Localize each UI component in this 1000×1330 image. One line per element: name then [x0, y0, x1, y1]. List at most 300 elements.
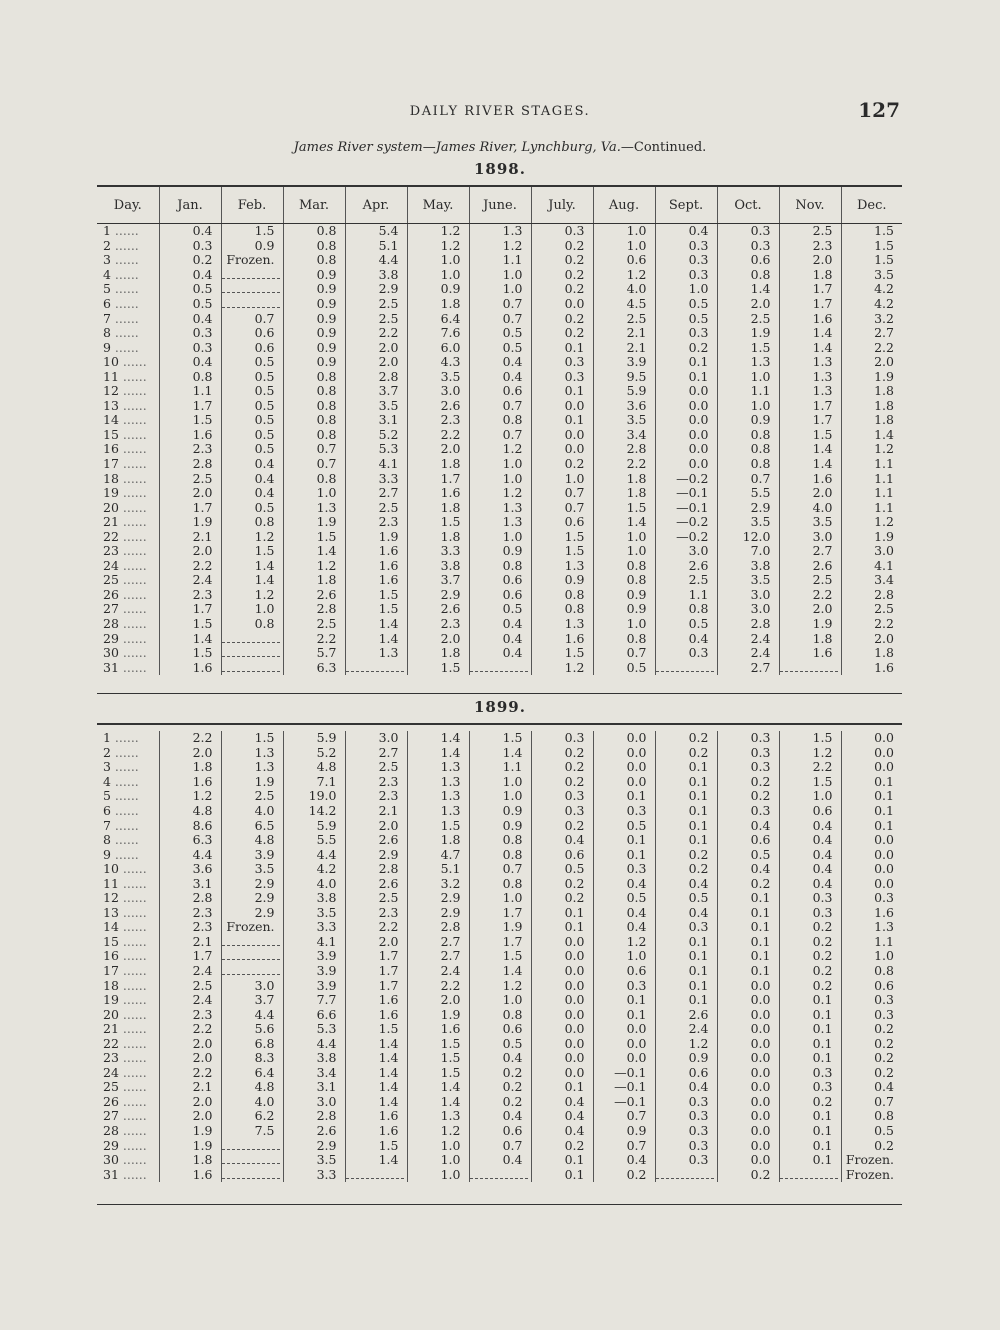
- stage-value: 1.9: [159, 515, 221, 530]
- stage-value: 0.7: [221, 311, 283, 326]
- stage-value: 0.1: [655, 369, 717, 384]
- table-row: [97, 399, 902, 414]
- day-cell: [97, 224, 159, 239]
- stage-value: 0.4: [221, 471, 283, 486]
- day-number: 21: [103, 1021, 119, 1037]
- stage-value: 2.2: [407, 978, 469, 993]
- stage-value: 0.9: [283, 282, 345, 297]
- stage-value: 1.0: [469, 529, 531, 544]
- stage-value: 1.9: [841, 369, 902, 384]
- stage-value: 2.2: [841, 617, 902, 632]
- stage-value: 0.1: [531, 1153, 593, 1168]
- stage-value: 0.1: [779, 1124, 841, 1139]
- table-row: [97, 529, 902, 544]
- stage-value: 2.3: [159, 442, 221, 457]
- stage-value: 0.6: [717, 833, 779, 848]
- stage-value: 5.9: [593, 384, 655, 399]
- stage-value: 6.3: [283, 660, 345, 675]
- day-number: 9: [103, 847, 111, 862]
- stage-value: 3.7: [345, 384, 407, 399]
- stage-value: 0.9: [469, 544, 531, 559]
- stage-value: 0.2: [531, 457, 593, 472]
- stage-value: 0.5: [221, 500, 283, 515]
- day-number: 20: [103, 1007, 119, 1022]
- stage-value: 1.3: [283, 500, 345, 515]
- stage-value: 1.9: [407, 1007, 469, 1022]
- stage-value: 1.0: [469, 268, 531, 283]
- leader-dots: ......: [118, 992, 147, 1008]
- stage-value: 1.7: [779, 282, 841, 297]
- stage-value: 0.2: [841, 1051, 902, 1066]
- stage-value: 2.5: [345, 311, 407, 326]
- stage-value: 0.2: [531, 818, 593, 833]
- leader-dots: ......: [118, 558, 147, 573]
- stage-value: 1.8: [593, 471, 655, 486]
- stage-value: 1.4: [345, 1066, 407, 1081]
- stage-value: 0.0: [531, 1007, 593, 1022]
- stage-value: 2.9: [221, 891, 283, 906]
- stage-value: 0.3: [717, 731, 779, 746]
- empty-cell: [221, 268, 283, 283]
- stage-value: 0.5: [159, 297, 221, 312]
- table-row: [97, 1022, 902, 1037]
- table-row: [97, 1036, 902, 1051]
- stage-value: 2.2: [779, 760, 841, 775]
- leader-dots: ......: [110, 789, 139, 804]
- day-cell: [97, 789, 159, 804]
- empty-cell: [221, 1138, 283, 1153]
- leader-line: [222, 661, 280, 672]
- stage-value: 1.0: [593, 544, 655, 559]
- stage-value: 1.6: [407, 1022, 469, 1037]
- leader-dots: ......: [118, 1123, 147, 1139]
- stage-value: 1.6: [779, 311, 841, 326]
- day-cell: [97, 993, 159, 1008]
- day-cell: [97, 369, 159, 384]
- stage-value: 0.0: [531, 297, 593, 312]
- stage-value: 0.9: [283, 355, 345, 370]
- stage-value: 1.4: [469, 746, 531, 761]
- stage-value: 0.4: [655, 876, 717, 891]
- stage-value: 1.4: [779, 457, 841, 472]
- stage-value: 0.9: [283, 297, 345, 312]
- stage-value: 0.4: [469, 1109, 531, 1124]
- stage-value: 2.6: [345, 876, 407, 891]
- stage-value: 1.9: [717, 326, 779, 341]
- stage-value: 0.3: [655, 1124, 717, 1139]
- day-number: 18: [103, 978, 119, 993]
- day-number: 11: [103, 369, 119, 384]
- stage-value: 5.9: [283, 818, 345, 833]
- stage-value: 0.8: [283, 239, 345, 254]
- leader-dots: ......: [118, 645, 147, 661]
- day-cell: [97, 1138, 159, 1153]
- day-cell: [97, 949, 159, 964]
- stage-value: 5.2: [345, 428, 407, 443]
- table-row: [97, 833, 902, 848]
- stage-value: 2.0: [159, 544, 221, 559]
- stage-value: 4.5: [593, 297, 655, 312]
- day-number: 30: [103, 1152, 119, 1168]
- table-row: [97, 1066, 902, 1081]
- leader-line: [346, 1168, 404, 1179]
- stage-value: 0.0: [593, 1036, 655, 1051]
- stage-value: 0.0: [593, 1022, 655, 1037]
- stage-value: 1.7: [159, 500, 221, 515]
- stage-value: 0.1: [655, 760, 717, 775]
- day-cell: [97, 282, 159, 297]
- stage-value: 0.0: [531, 442, 593, 457]
- stage-value: 0.0: [531, 1051, 593, 1066]
- stage-value: 3.3: [283, 920, 345, 935]
- stage-value: 1.8: [407, 529, 469, 544]
- leader-dots: ......: [110, 803, 139, 818]
- stage-value: 0.7: [593, 1109, 655, 1124]
- stage-value: 0.9: [593, 602, 655, 617]
- leader-dots: ......: [118, 963, 147, 979]
- day-cell: [97, 920, 159, 935]
- stage-value: 0.3: [717, 760, 779, 775]
- day-number: 13: [103, 398, 119, 413]
- day-number: 19: [103, 485, 119, 501]
- leader-dots: ......: [118, 413, 147, 428]
- day-cell: [97, 457, 159, 472]
- stage-value: 0.0: [717, 978, 779, 993]
- year-heading-1899: 1899.: [474, 698, 526, 716]
- stage-value: 0.0: [531, 399, 593, 414]
- stage-value: 0.5: [593, 660, 655, 675]
- stage-value: 1.0: [469, 457, 531, 472]
- stage-value: 1.5: [407, 660, 469, 675]
- stage-value: 1.2: [841, 442, 902, 457]
- leader-dots: ......: [118, 949, 147, 964]
- empty-cell: [221, 935, 283, 950]
- day-number: 25: [103, 573, 119, 588]
- stage-value: 1.6: [345, 1124, 407, 1139]
- stage-value: 0.1: [779, 1153, 841, 1168]
- day-cell: [97, 1167, 159, 1182]
- stage-value: 0.2: [469, 1080, 531, 1095]
- stage-value: 0.4: [779, 847, 841, 862]
- stage-value: 0.3: [655, 239, 717, 254]
- leader-dots: ......: [118, 354, 147, 370]
- table-row: [97, 949, 902, 964]
- leader-dots: ......: [118, 1021, 147, 1037]
- day-cell: [97, 442, 159, 457]
- column-header: Nov.: [779, 187, 841, 224]
- stage-value: 1.5: [345, 1022, 407, 1037]
- stage-value: 0.8: [469, 559, 531, 574]
- stage-value: 1.4: [841, 428, 902, 443]
- leader-dots: ......: [118, 587, 147, 602]
- bottom-rule: [97, 1204, 902, 1205]
- stage-value: 0.8: [841, 964, 902, 979]
- column-header: Sept.: [655, 187, 717, 224]
- day-cell: [97, 1036, 159, 1051]
- stage-value: 0.0: [717, 993, 779, 1008]
- empty-cell: [221, 949, 283, 964]
- stage-value: 0.7: [531, 500, 593, 515]
- day-cell: [97, 760, 159, 775]
- table-row: [97, 442, 902, 457]
- stage-value: 0.8: [283, 384, 345, 399]
- day-number: 26: [103, 1094, 119, 1109]
- stage-value: 3.9: [283, 949, 345, 964]
- stage-value: 0.6: [531, 515, 593, 530]
- stage-value: 0.1: [779, 1051, 841, 1066]
- stage-value: 1.2: [407, 1124, 469, 1139]
- stage-value: 1.3: [469, 500, 531, 515]
- stage-value: 0.4: [779, 862, 841, 877]
- stage-value: 1.5: [407, 515, 469, 530]
- stage-value: 0.2: [841, 1022, 902, 1037]
- stage-value: 0.2: [655, 847, 717, 862]
- stage-value: 0.7: [469, 862, 531, 877]
- stage-value: 0.1: [779, 1109, 841, 1124]
- stage-value: 2.9: [283, 1138, 345, 1153]
- stage-value: 2.1: [593, 340, 655, 355]
- stage-value: 1.7: [345, 964, 407, 979]
- stage-value: 7.0: [717, 544, 779, 559]
- stage-value: 0.1: [717, 964, 779, 979]
- stage-value: 0.9: [283, 340, 345, 355]
- stage-value: 0.0: [531, 978, 593, 993]
- stage-value: 0.2: [159, 253, 221, 268]
- stage-value: 1.2: [159, 789, 221, 804]
- stage-value: 0.9: [593, 1124, 655, 1139]
- stage-value: 0.2: [531, 282, 593, 297]
- stage-value: 3.1: [345, 413, 407, 428]
- leader-dots: ......: [118, 1138, 147, 1153]
- stage-value: 2.0: [345, 340, 407, 355]
- stage-value: 1.2: [469, 486, 531, 501]
- stage-value: 0.8: [841, 1109, 902, 1124]
- stage-value: 0.0: [717, 1022, 779, 1037]
- stage-value: 2.5: [283, 617, 345, 632]
- leader-dots: ......: [110, 745, 139, 760]
- stage-value: 1.6: [779, 646, 841, 661]
- stage-value: 0.4: [159, 311, 221, 326]
- stage-value: 3.5: [345, 399, 407, 414]
- day-cell: [97, 1007, 159, 1022]
- stage-value: 0.6: [221, 340, 283, 355]
- table-row: [97, 384, 902, 399]
- stage-value: 0.0: [531, 1066, 593, 1081]
- stage-value: 0.0: [593, 775, 655, 790]
- stage-value: 0.0: [841, 862, 902, 877]
- stage-value: 1.7: [469, 906, 531, 921]
- column-header: Jan.: [159, 187, 221, 224]
- stage-value: 1.3: [345, 646, 407, 661]
- table-row: [97, 1167, 902, 1182]
- stage-value: 0.1: [531, 384, 593, 399]
- table-row: [97, 617, 902, 632]
- stage-value: 0.3: [159, 326, 221, 341]
- day-cell: [97, 573, 159, 588]
- stage-value: 0.0: [841, 833, 902, 848]
- stage-value: 0.1: [655, 775, 717, 790]
- stage-value: 0.6: [469, 1124, 531, 1139]
- stage-value: 0.8: [717, 457, 779, 472]
- leader-line: [222, 297, 280, 308]
- stage-value: 0.1: [531, 340, 593, 355]
- stage-value: 0.6: [469, 573, 531, 588]
- stage-value: 0.9: [407, 282, 469, 297]
- leader-line: [222, 1139, 280, 1150]
- stage-value: 0.1: [717, 935, 779, 950]
- stage-value: 1.0: [283, 486, 345, 501]
- stage-value: 1.2: [841, 515, 902, 530]
- day-number: 12: [103, 891, 119, 906]
- stage-value: 0.4: [531, 1109, 593, 1124]
- table-row: [97, 818, 902, 833]
- stage-value: 1.4: [345, 631, 407, 646]
- stage-value: 2.9: [407, 906, 469, 921]
- stage-value: 2.0: [407, 442, 469, 457]
- day-cell: [97, 847, 159, 862]
- leader-dots: ......: [110, 296, 139, 311]
- stage-value: 0.1: [593, 993, 655, 1008]
- stage-value: 0.1: [841, 789, 902, 804]
- table-row: [97, 804, 902, 819]
- stage-value: 0.0: [717, 1051, 779, 1066]
- stage-value: 2.3: [159, 906, 221, 921]
- empty-cell: [655, 1167, 717, 1182]
- leader-dots: ......: [118, 500, 147, 515]
- stage-value: 0.0: [655, 428, 717, 443]
- stage-value: 0.5: [469, 326, 531, 341]
- leader-dots: ......: [118, 876, 147, 891]
- stage-value: 1.0: [407, 268, 469, 283]
- empty-cell: [221, 282, 283, 297]
- stage-value: Frozen.: [841, 1153, 902, 1168]
- leader-dots: ......: [118, 905, 147, 920]
- stage-value: 0.5: [221, 428, 283, 443]
- stage-value: 1.5: [345, 602, 407, 617]
- stage-value: 2.2: [159, 731, 221, 746]
- stage-value: 0.4: [221, 457, 283, 472]
- stage-value: 3.4: [283, 1066, 345, 1081]
- stage-value: 1.6: [531, 631, 593, 646]
- stage-value: 0.5: [221, 442, 283, 457]
- stage-value: 1.5: [717, 340, 779, 355]
- table-row: [97, 268, 902, 283]
- stage-value: 0.3: [779, 1080, 841, 1095]
- table-row: [97, 297, 902, 312]
- stage-value: 3.2: [841, 311, 902, 326]
- stage-value: 2.8: [345, 369, 407, 384]
- stage-value: 1.3: [221, 746, 283, 761]
- stage-value: 2.7: [407, 935, 469, 950]
- stage-value: 0.1: [779, 1138, 841, 1153]
- caption-station: James River system—James River, Lynchburg, Va.: [293, 140, 621, 155]
- stage-value: 0.3: [655, 1109, 717, 1124]
- stage-value: 2.2: [779, 588, 841, 603]
- stage-value: 1.3: [841, 920, 902, 935]
- stage-value: 2.2: [345, 920, 407, 935]
- stage-value: 1.0: [407, 1138, 469, 1153]
- stage-value: 1.7: [345, 949, 407, 964]
- empty-cell: [345, 1167, 407, 1182]
- day-number: 16: [103, 442, 119, 457]
- table-caption: [0, 140, 1000, 155]
- stage-value: 1.0: [717, 399, 779, 414]
- stage-value: 1.1: [469, 760, 531, 775]
- stage-value: 3.0: [717, 602, 779, 617]
- empty-cell: [221, 631, 283, 646]
- table-row: [97, 631, 902, 646]
- stage-value: 0.2: [531, 746, 593, 761]
- leader-dots: ......: [110, 731, 139, 746]
- stage-value: 0.0: [531, 993, 593, 1008]
- day-cell: [97, 355, 159, 370]
- leader-line: [222, 632, 280, 643]
- stage-value: 0.8: [283, 253, 345, 268]
- stage-value: 1.7: [779, 413, 841, 428]
- stage-value: 3.3: [283, 1167, 345, 1182]
- stage-value: 1.6: [345, 544, 407, 559]
- stage-value: 4.4: [159, 847, 221, 862]
- stage-value: 3.5: [221, 862, 283, 877]
- stage-value: 3.8: [345, 268, 407, 283]
- stage-value: 0.2: [779, 949, 841, 964]
- stage-value: 1.4: [221, 573, 283, 588]
- column-header: Day.: [97, 187, 159, 224]
- leader-line: [222, 282, 280, 293]
- table-row: [97, 515, 902, 530]
- stage-value: 1.9: [159, 1124, 221, 1139]
- stage-value: 0.3: [717, 239, 779, 254]
- stage-value: 0.1: [779, 1036, 841, 1051]
- stage-value: 2.5: [159, 978, 221, 993]
- stage-value: 4.2: [283, 862, 345, 877]
- stage-value: 0.3: [655, 1095, 717, 1110]
- stage-value: 5.2: [283, 746, 345, 761]
- stage-value: 2.9: [221, 876, 283, 891]
- stage-value: 0.3: [655, 920, 717, 935]
- stage-value: 1.2: [469, 239, 531, 254]
- stage-value: 2.7: [717, 660, 779, 675]
- stage-value: 2.2: [283, 631, 345, 646]
- day-number: 20: [103, 500, 119, 515]
- stage-value: 2.8: [345, 862, 407, 877]
- day-number: 28: [103, 1123, 119, 1139]
- stage-value: 1.1: [159, 384, 221, 399]
- stage-value: 0.4: [593, 906, 655, 921]
- stage-value: 0.1: [655, 993, 717, 1008]
- stage-value: 0.2: [717, 876, 779, 891]
- stage-value: 0.0: [531, 935, 593, 950]
- stage-value: 0.2: [531, 876, 593, 891]
- leader-line: [780, 661, 838, 672]
- day-cell: [97, 964, 159, 979]
- day-number: 7: [103, 311, 111, 326]
- empty-cell: [221, 964, 283, 979]
- stage-value: 0.2: [655, 731, 717, 746]
- day-number: 10: [103, 354, 119, 370]
- stage-value: 14.2: [283, 804, 345, 819]
- table-row: [97, 355, 902, 370]
- stage-value: 0.2: [531, 239, 593, 254]
- stage-value: 3.0: [283, 1095, 345, 1110]
- leader-dots: ......: [110, 253, 139, 268]
- table-row: [97, 935, 902, 950]
- day-cell: [97, 602, 159, 617]
- stage-value: 2.3: [407, 413, 469, 428]
- leader-dots: ......: [118, 1080, 147, 1095]
- stage-value: 0.0: [593, 1051, 655, 1066]
- stage-value: 0.3: [655, 646, 717, 661]
